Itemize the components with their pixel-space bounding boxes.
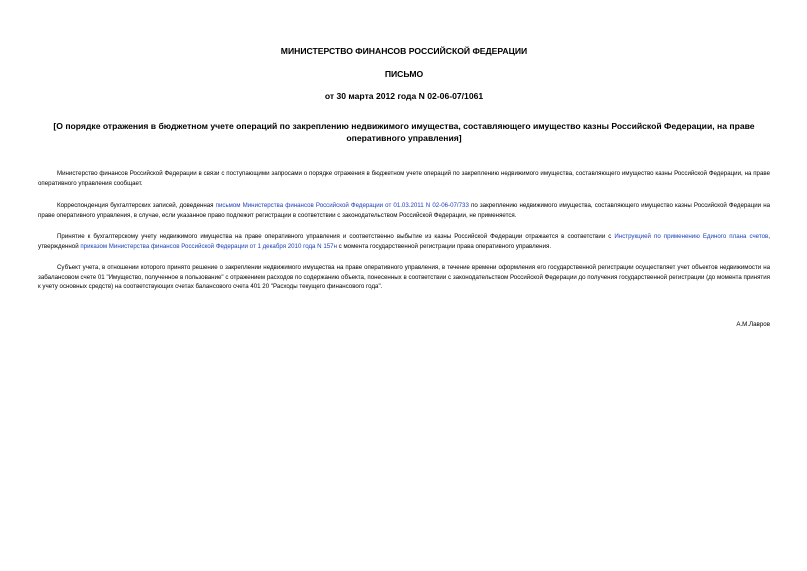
paragraph-4: Субъект учета, в отношении которого принято решение о закреплении недвижимого имущества на праве оперативного управления, в течение времени оформления его государственной регистрации осуществляет учет объектов недвижимости на забалансовом счете 01 "Имущество, полученное в пользование" с отражением расходов по содержанию объекта, понесенных в соответствии с законодательством Российской Федерации до получения государственной регистрации (до момента принятия к учету основных средств) на соответствующих счетах балансового счета 401 20 "Расходы текущего финансового года". <box>38 264 770 291</box>
unified-chart-instruction-link[interactable]: Инструкцией по применению Единого плана счетов <box>614 233 769 241</box>
paragraph-1: Министерство финансов Российской Федерации в связи с поступающими запросами о порядке отражения в бюджетном учете операций по закреплению недвижимого имущества, составляющего имущество казны Российской Федерации, на праве оперативного управления сообщает. <box>38 170 770 187</box>
paragraph-3-text-middle: , утвержденной <box>38 233 771 250</box>
paragraph-3-text-before: Принятие к бухгалтерскому учету недвижимого имущества на праве оперативного управления и соответственно выбытие из казны Российской Федерации отражается в соответствии с <box>57 233 615 241</box>
date-number-heading: от 30 марта 2012 года N 02-06-07/1061 <box>324 91 484 101</box>
signature: А.М.Лавров <box>736 321 770 328</box>
paragraph-3 <box>38 232 770 251</box>
document-type-heading: ПИСЬМО <box>384 69 424 79</box>
order-157n-link[interactable]: приказом Министерства финансов Российской Федерации от 1 декабря 2010 года N 157н <box>80 242 337 250</box>
paragraph-2-text-before: Корреспонденция бухгалтерских записей, доведенная <box>57 202 216 210</box>
letter-minfin-733-link[interactable]: письмом Министерства финансов Российской Федерации от 01.03.2011 N 02-06-07/733 <box>215 202 469 210</box>
document-page <box>38 0 770 571</box>
paragraph-2 <box>38 201 770 220</box>
ministry-heading: МИНИСТЕРСТВО ФИНАНСОВ РОССИЙСКОЙ ФЕДЕРАЦИИ <box>280 46 528 56</box>
paragraph-3-text-after: с момента государственной регистрации права оперативного управления. <box>336 242 552 250</box>
document-subject: [О порядке отражения в бюджетном учете операций по закреплению недвижимого имущества, составляющего имущество казны Российской Федерации, на праве оперативного управления] <box>53 121 755 143</box>
paragraph-2-text-after: по закреплению недвижимого имущества, составляющего имущество казны Российской Федерации на праве оперативного управления, в случае, если указанное право подлежит регистрации в соответствии с законодательством Российской Федерации, не применяется. <box>38 202 770 219</box>
